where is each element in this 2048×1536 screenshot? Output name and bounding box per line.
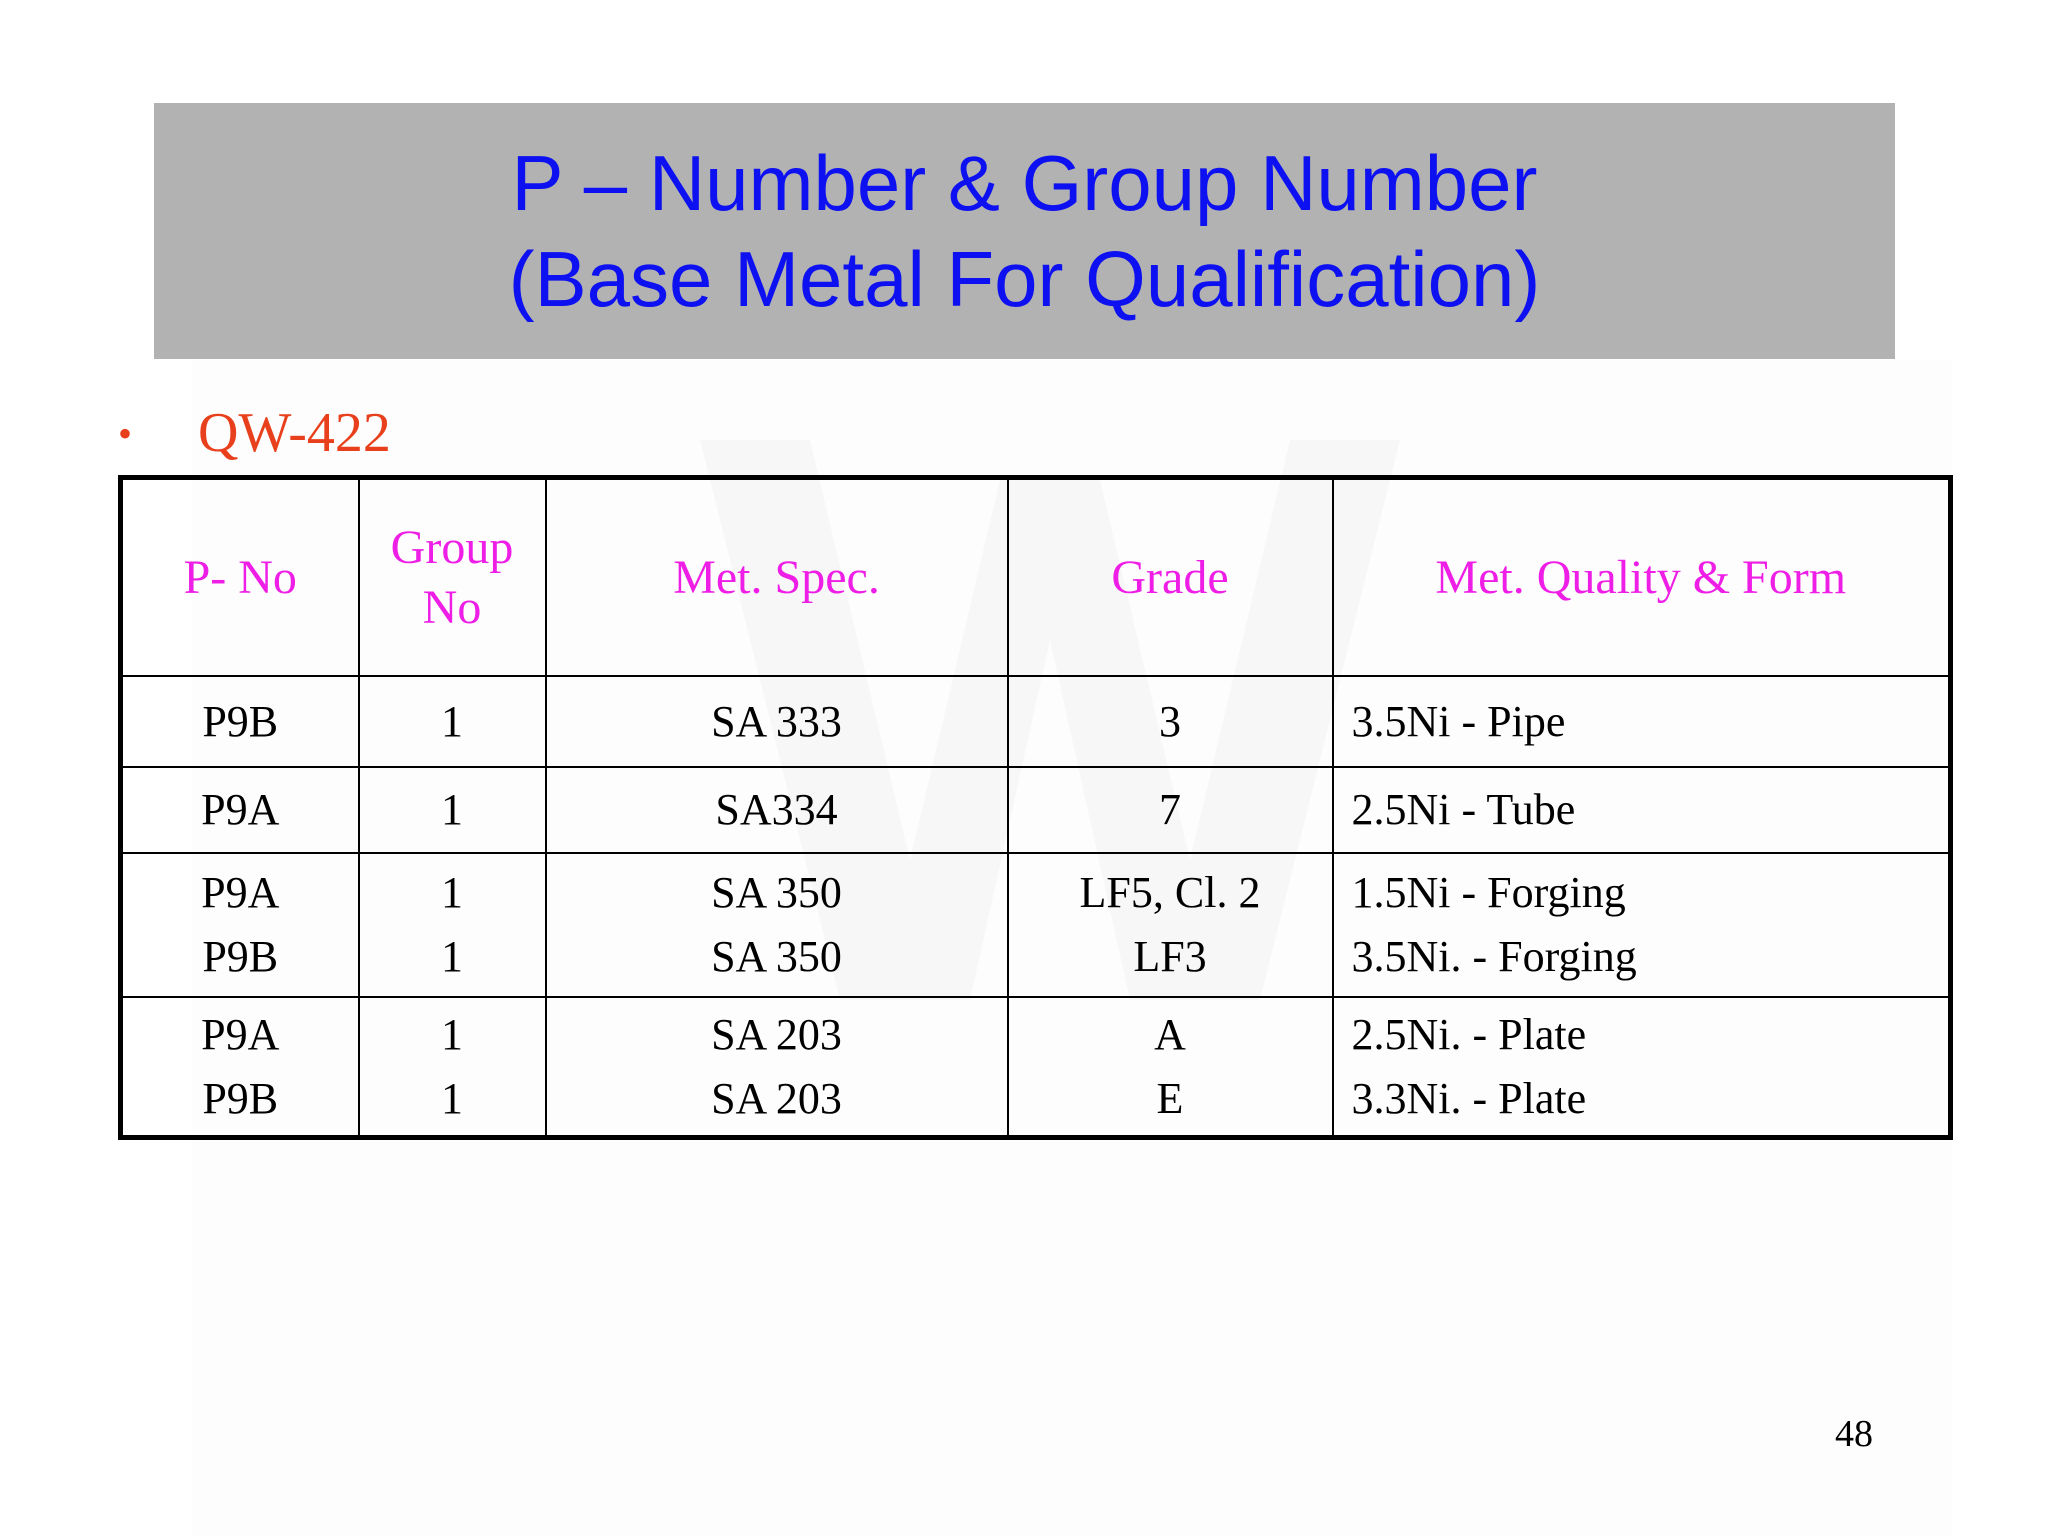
cell-text: 3.3Ni. - Plate <box>1351 1073 1587 1123</box>
page-number: 48 <box>1835 1413 1873 1455</box>
cell-text: 1 <box>441 785 463 835</box>
bullet-text: QW-422 <box>198 402 391 464</box>
cell-p-no <box>121 997 359 1137</box>
cell-text: LF3 <box>1133 932 1207 982</box>
cell-text: 1 <box>441 696 463 746</box>
header-met-spec: Met. Spec. <box>546 478 1008 677</box>
cell-text: P9A <box>201 1009 280 1059</box>
table-header-row <box>121 478 1951 677</box>
bullet-icon: • <box>118 410 133 456</box>
cell-grade <box>1008 853 1333 997</box>
cell-grade <box>1008 997 1333 1137</box>
cell-text: P9A <box>201 868 280 918</box>
cell-spec <box>546 767 1008 853</box>
cell-text: SA 350 <box>711 932 842 982</box>
cell-grade <box>1008 676 1333 767</box>
cell-text: 3 <box>1159 696 1181 746</box>
cell-text: A <box>1154 1009 1186 1059</box>
header-met-quality-form: Met. Quality & Form <box>1333 478 1951 677</box>
p-number-table <box>118 475 1953 1140</box>
cell-form <box>1333 767 1951 853</box>
cell-text: SA 350 <box>711 868 842 918</box>
cell-spec <box>546 853 1008 997</box>
cell-text: 1 <box>441 868 463 918</box>
cell-text: SA 203 <box>711 1009 842 1059</box>
header-p-no: P- No <box>121 478 359 677</box>
cell-form <box>1333 853 1951 997</box>
cell-group <box>359 767 546 853</box>
cell-text: 2.5Ni. - Plate <box>1351 1009 1587 1059</box>
header-grade: Grade <box>1008 478 1333 677</box>
cell-grade <box>1008 767 1333 853</box>
cell-text: SA334 <box>715 785 838 835</box>
cell-form <box>1333 676 1951 767</box>
cell-text: 1.5Ni - Forging <box>1351 868 1626 918</box>
cell-text: 3.5Ni. - Forging <box>1351 932 1637 982</box>
cell-text: 1 <box>441 1073 463 1123</box>
cell-text: P9A <box>201 785 280 835</box>
cell-form <box>1333 997 1951 1137</box>
title-line-2: (Base Metal For Qualification) <box>508 235 1541 323</box>
table-row <box>121 853 1951 997</box>
cell-text: 1 <box>441 932 463 982</box>
cell-text: P9B <box>202 696 279 746</box>
cell-group <box>359 853 546 997</box>
cell-p-no <box>121 767 359 853</box>
header-group-no <box>359 478 546 677</box>
cell-text: SA 333 <box>711 696 842 746</box>
bullet-item <box>118 398 391 468</box>
header-group-line-2: No <box>422 580 482 634</box>
table-row <box>121 676 1951 767</box>
cell-p-no <box>121 853 359 997</box>
cell-text: E <box>1156 1073 1184 1123</box>
cell-text: P9B <box>202 932 279 982</box>
cell-spec <box>546 997 1008 1137</box>
cell-text: P9B <box>202 1073 279 1123</box>
cell-text: LF5, Cl. 2 <box>1079 868 1261 918</box>
title-line-1: P – Number & Group Number <box>511 139 1538 227</box>
slide-title <box>154 103 1895 359</box>
cell-group <box>359 676 546 767</box>
cell-text: 1 <box>441 1009 463 1059</box>
cell-text: 7 <box>1159 785 1181 835</box>
table-row <box>121 997 1951 1137</box>
cell-text: SA 203 <box>711 1073 842 1123</box>
table-row <box>121 767 1951 853</box>
cell-group <box>359 997 546 1137</box>
cell-text: 2.5Ni - Tube <box>1351 785 1576 835</box>
header-group-line-1: Group <box>390 520 514 574</box>
cell-p-no <box>121 676 359 767</box>
cell-spec <box>546 676 1008 767</box>
cell-text: 3.5Ni - Pipe <box>1351 696 1566 746</box>
